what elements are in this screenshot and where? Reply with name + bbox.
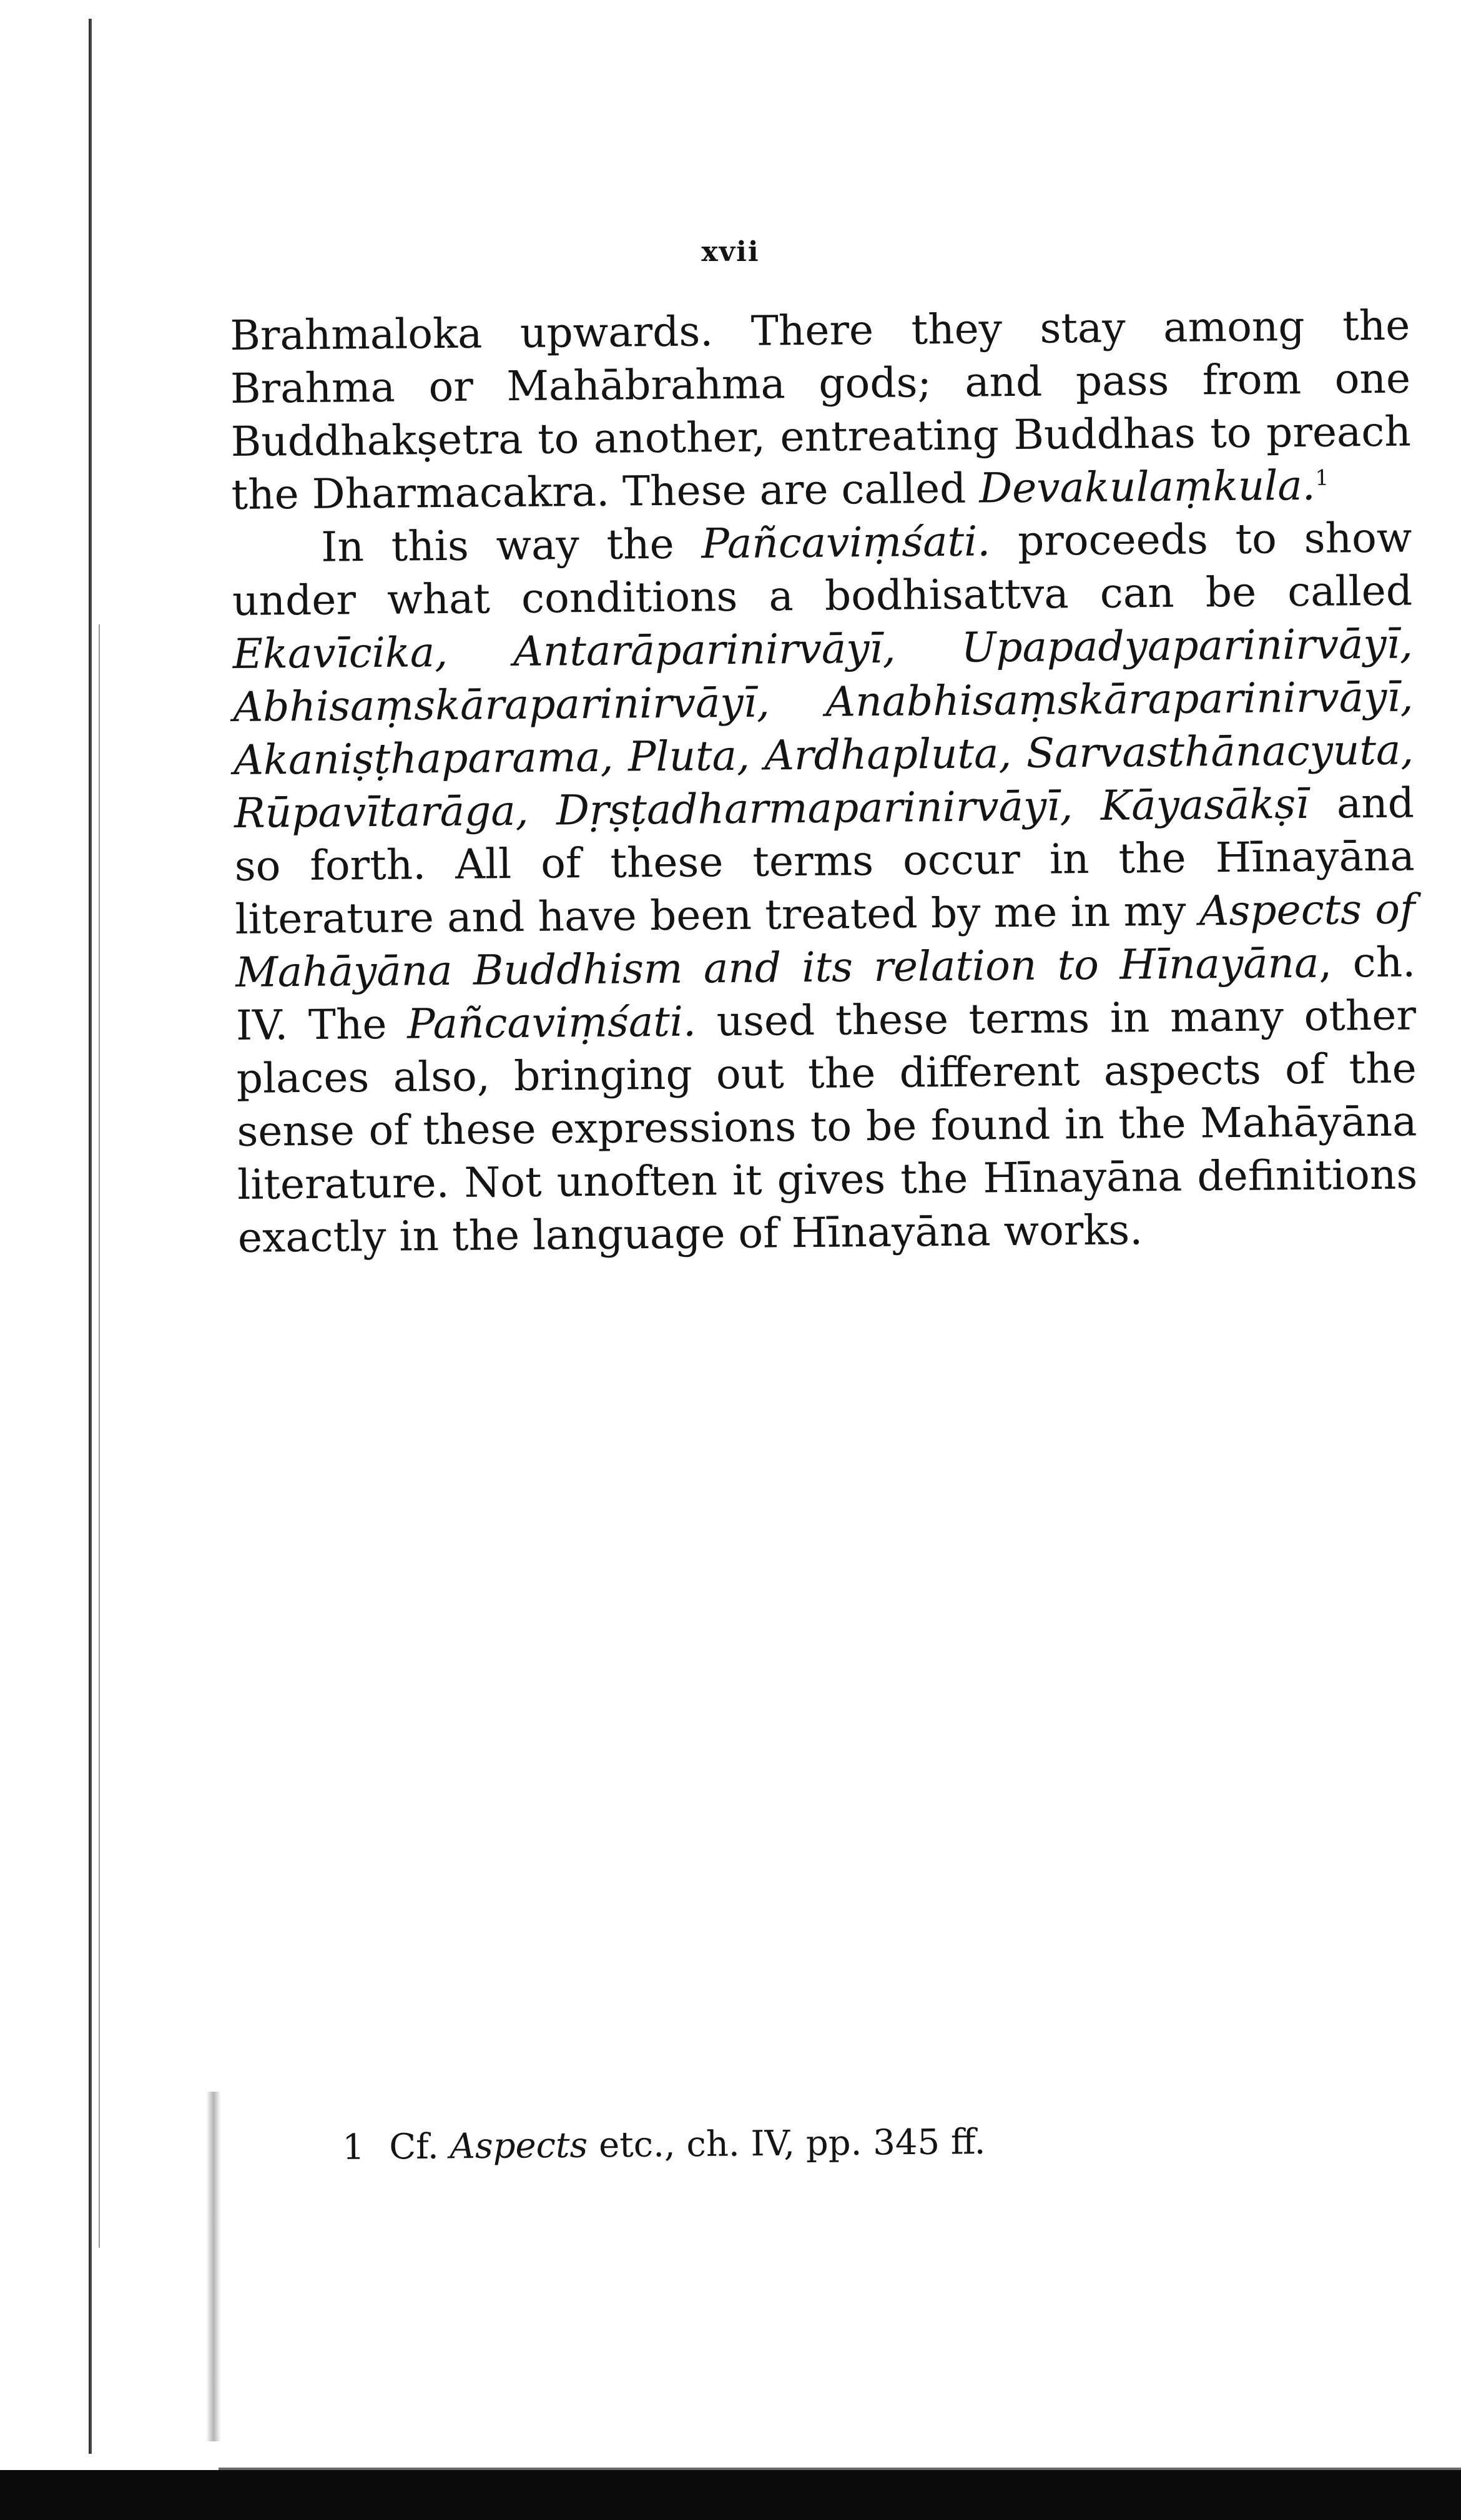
main-text <box>230 299 1418 1264</box>
footnote-reference-1: 1 <box>1315 465 1329 491</box>
page-binding-edge <box>89 19 92 2454</box>
term-devakulamkula: Devakulaṃkula. <box>978 461 1316 513</box>
scan-bottom-border <box>0 2470 1461 2520</box>
footnote-prefix: Cf. <box>389 2126 450 2168</box>
footnote-suffix: etc., ch. IV, pp. 345 ff. <box>587 2122 986 2166</box>
paragraph-2-text-c: , ch. IV. The <box>235 938 1416 1050</box>
paragraph-2-opening: In this way the <box>320 519 702 571</box>
footnote-title: Aspects <box>450 2125 588 2167</box>
title-pancavimsati: Pañcaviṃśati. <box>701 517 991 568</box>
paragraph-1-text: Brahmaloka upwards. There they stay among the Brahma or Mahābrahma gods; and pass from one Buddhakṣetra to another, entreating Buddhas to preach the Dharmacakra. These are called <box>230 301 1412 519</box>
book-title-aspects: Aspects of Mahāyāna Buddhism and its relation to Hīnayāna <box>235 885 1415 997</box>
title-pancavimsati-2: Pañcaviṃśati. <box>406 997 697 1048</box>
paragraph-2-text-d: used these terms in many other places also, bringing out the different aspects of the sense of these expressions to be found in the Mahāyāna literature. Not unoften it gives the Hīnayāna definitions exactly in the language of Hīnayāna works. <box>236 991 1418 1262</box>
paragraph-2-text-a: proceeds to show under what conditions a bodhisattva can be called <box>232 513 1413 625</box>
gutter-shadow <box>206 2092 221 2441</box>
paragraph-1 <box>230 299 1412 521</box>
paragraph-2 <box>232 511 1418 1264</box>
footnote-1 <box>342 2120 986 2170</box>
paragraph-2-text-b: and so forth. All of these terms occur in the Hīnayāna literature and have been treated by me in my <box>234 779 1415 943</box>
term-list: Ekavīcika, Antarāparinirvāyī, Upapadyaparinirvāyī, Abhisaṃskāraparinirvāyī, Anabhisaṃskāraparinirvāyī, Akaniṣṭhaparama, Pluta, Ardhapluta, Sarvasthānacyuta, Rūpavītarāga, Dṛṣṭadharmaparinirvāyī, Kāyasākṣī <box>232 619 1414 837</box>
page-number: xvii <box>701 236 760 268</box>
page-binding-shadow <box>99 624 100 2248</box>
footnote-number: 1 <box>342 2127 365 2168</box>
